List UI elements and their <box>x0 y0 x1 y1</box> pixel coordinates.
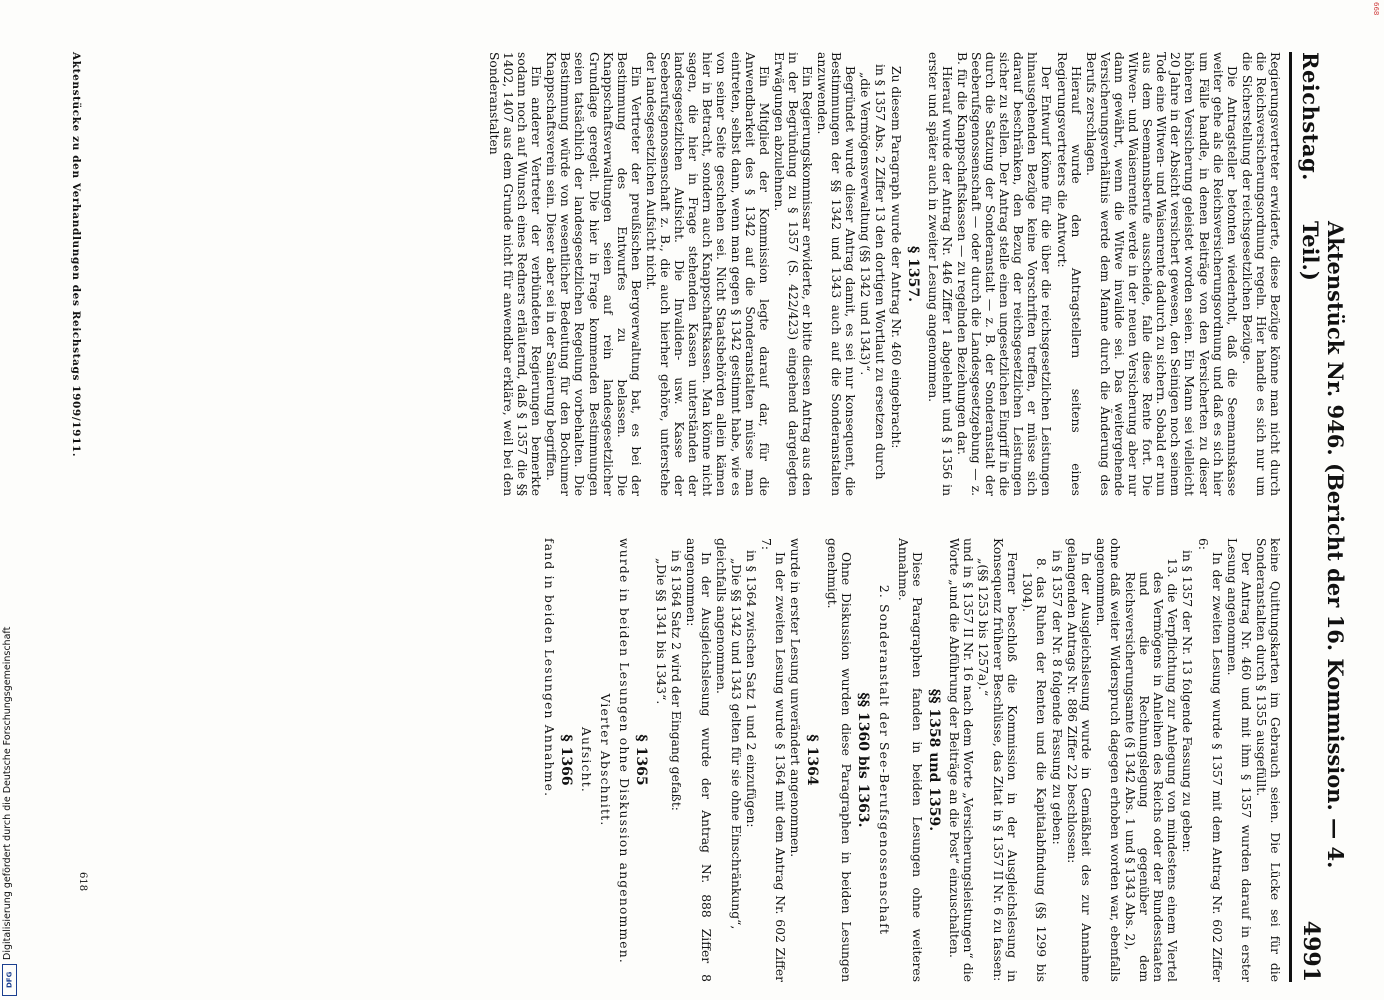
paragraph: wurde in erster Lesung unverändert angenommen. <box>788 538 803 858</box>
paragraph: In der Ausgleichslesung wurde der Antrag Nr. 888 Ziffer 8 angenommen: <box>684 538 713 982</box>
list-item: in § 1357 Abs. 2 Ziffer 13 den dortigen Wortlaut zu ersetzen durch <box>873 64 888 480</box>
signature-number: 618 <box>77 872 88 892</box>
header-rule <box>1289 52 1292 982</box>
quote: „die Vermögensverwaltung (§§ 1342 und 1343)“. <box>858 72 873 376</box>
paragraph: Der Antrag Nr. 460 und mit ihm § 1357 wurden darauf in erster Lesung angenommen. <box>1224 538 1253 982</box>
paragraph: In der zweiten Lesung wurde § 1357 mit dem Antrag Nr. 602 Ziffer 6: <box>1195 538 1224 982</box>
paragraph: Hierauf wurde der Antrag Nr. 446 Ziffer 1 abgelehnt und § 1356 in erster und später auch in zweiter Lesung angenommen. <box>925 52 954 496</box>
sub-item: 8. das Ruhen der Renten und die Kapitalabfindung (§§ 1299 bis 1304). <box>1020 558 1049 982</box>
corner-mark: 668 <box>1372 2 1380 16</box>
quote: „Die §§ 1342 und 1343 gelten für sie ohne Einschränkung“, <box>728 558 743 930</box>
page-footer: Aktenstücke zu den Verhandlungen des Reichstags 1909/1911. <box>70 52 82 458</box>
quote: „(§§ 1253 bis 1257a).“ <box>976 558 991 697</box>
list-item: in § 1364 zwischen Satz 1 und 2 einzufügen: <box>743 550 758 828</box>
header-title: Aktenstück Nr. 946. (Bericht der 16. Kommission. — 4. Teil.) <box>1298 220 1348 869</box>
paragraph: Ein anderer Vertreter der verbündeten Regierungen bemerkte sodann noch auf Wunsch eines Redners erläuternd, daß § 1357 die §§ 1402, 1407 aus dem Grunde nicht für anwendbar erkläre, weil bei den Sonderanstalten <box>486 52 544 496</box>
dfg-logo-icon: DFG <box>2 964 17 996</box>
paragraph: Ferner beschloß die Kommission in der Ausgleichslesung in Konsequenz früherer Beschlüsse, das Zitat in § 1357 II Nr. 6 zu fassen: <box>991 538 1020 982</box>
paragraph: wurde in beiden Lesungen ohne Diskussion angenommen. <box>617 538 632 965</box>
left-column <box>62 52 1282 496</box>
digitization-credit: Digitalisierung gefördert durch die Deutsche Forschungsgemeinschaft <box>2 626 13 960</box>
section-heading-1365: § 1365 <box>633 734 650 786</box>
page-number: 4991 <box>1298 920 1324 982</box>
section-heading-1360: §§ 1360 bis 1363. <box>855 692 872 828</box>
paragraph: Ein Mitglied der Kommission legte darauf dar, für die Anwendbarkeit des § 1342 auf die Sonderanstalten müsse man eintreten, selbst dann, wenn man gegen § 1342 gestimmt habe, wie es von seiner Seite geschehen sei. Nicht Staatsbehörden allein kämen hier in Betracht, sondern auch Knappschaftskassen. Man könne nicht sagen, die hier in Frage stehenden Kassen unterständen der landesgesetzlichen Aufsicht. Die Invaliden- usw. Kasse der Seeberufsgenossenschaft z. B., die auch hierher gehöre, unterstehe der landesgesetzlichen Aufsicht nicht. <box>643 52 771 496</box>
paragraph: Diese Paragraphen fanden in beiden Lesungen ohne weiteres Annahme. <box>895 538 924 982</box>
list-item: in § 1357 der Nr. 8 folgende Fassung zu geben: <box>1049 550 1064 845</box>
paragraph: Der Entwurf könne für die über die reichsgesetzlichen Leistungen hinausgehenden Bezüge keine Vorschriften treffen, er müsse sich darauf beschränken, den Bezug der reichsgesetzlichen Leistungen sicher zu stellen. Der Antrag stelle einen ungesetzlichen Eingriff in die durch die Satzung der Sonderanstalt — z. B. der Sonderanstalt der Seeberufsgenossenschaft — oder durch die Landesgesetzgebung — z. B. für die Knappschaftskassen — zu regelnden Beziehungen dar. <box>954 52 1054 496</box>
paragraph: Zu diesem Paragraph wurde der Antrag Nr. 460 eingebracht: <box>888 66 903 449</box>
section-heading-1364: § 1364 <box>804 734 821 786</box>
paragraph: keine Quittungskarten im Gebrauch seien. Die Lücke sei für die Sonderanstalten durch § 1355 ausgefüllt. <box>1253 538 1282 982</box>
paragraph: Ein Regierungskommissar erwiderte, er bitte diesen Antrag aus den in der Begründung zu § 1357 (S. 422/423) eingehend dargelegten Erwägungen abzulehnen. <box>771 52 814 496</box>
section-heading-1357: § 1357. <box>904 245 921 303</box>
section-heading-1366: § 1366 <box>557 734 574 786</box>
paragraph: Regierungsvertreter erwiderte, diese Bezüge könne man nicht durch die Reichsversicherungsordnung regeln. Hier handle es sich nur um die Sicherstellung der reichsgesetzlichen Bezüge. <box>1239 52 1282 496</box>
paragraph: Ein Vertreter der preußischen Bergverwaltung bat, es bei der Bestimmung des Entwurfes zu belassen. Die Knappschaftsverwaltungen seien auf rein landesgesetzlicher Grundlage geregelt. Die hier in Frage kommenden Bestimmungen seien tatsächlich der landesgesetzlichen Regelung vorbehalten. Die Bestimmung würde von wesentlicher Bedeutung für den Bochumer Knappschaftsverein sein. Dieser aber sei in der Sanierung begriffen. <box>544 52 643 496</box>
section-heading-1358: §§ 1358 und 1359. <box>925 688 942 832</box>
heading-vierter-abschnitt: Vierter Abschnitt. <box>597 693 612 827</box>
paragraph: In der zweiten Lesung wurde § 1364 mit dem Antrag Nr. 602 Ziffer 7: <box>758 538 787 982</box>
page-header <box>1298 52 1348 982</box>
paragraph: Die Antragsteller betonten wiederholt, daß die Seemannskasse weiter gehe als die Reichsversicherungsordnung und daß es sich hier um Fälle handle, in denen Beiträge von den Versicherten zu dieser höheren Versicherung geleistet worden seien. Ein Mann sei vielleicht 20 Jahre in der Absicht versichert gewesen, den Seinigen noch seinem Tode eine Witwen- und Waisenrente dadurch zu sichern. Sobald er nun aus dem Seemannsberufe ausscheide, falle diese Rente fort. Die Witwen- und Waisenrente werde in der neuen Versicherung aber nur dann gewährt, wenn die Witwe invalide sei. Das weitergehende Versicherungsverhältnis werde dem Manne durch die Änderung des Berufs zerschlagen. <box>1083 52 1239 496</box>
quote: „Die §§ 1341 bis 1343“. <box>654 558 669 705</box>
subheading-sonderanstalt: 2. Sonderanstalt der See-Berufsgenossenschaft <box>876 584 891 936</box>
paragraph: In der Ausgleichslesung wurde in Gemäßheit des zur Annahme gelangenden Antrags Nr. 886 Ziffer 22 beschlossen: <box>1064 538 1093 982</box>
paragraph: fand in beiden Lesungen Annahme. <box>541 538 556 798</box>
paragraph: gleichfalls angenommen. <box>713 538 728 694</box>
paragraph: Ohne Diskussion wurden diese Paragraphen in beiden Lesungen genehmigt. <box>825 538 854 982</box>
paragraph: Begründet wurde dieser Antrag damit, es sei nur konsequent, die Bestimmungen der §§ 1342 und 1343 auch auf die Sonderanstalten anzuwenden. <box>815 52 858 496</box>
paragraph: Hierauf wurde den Antragstellern seitens eines Regierungsvertreters die Antwort: <box>1054 52 1083 496</box>
header-reichstag: Reichstag. <box>1298 52 1323 181</box>
right-column <box>62 538 1282 982</box>
list-item: in § 1357 der Nr. 13 folgende Fassung zu geben: <box>1180 550 1195 853</box>
paragraph: und in § 1357 II Nr. 16 nach dem Worte „Versicherungsleistungen“ die Worte „und die Abführung der Beiträge an die Post“ einzuschalten. <box>946 538 976 982</box>
heading-aufsicht: Aufsicht. <box>578 726 593 794</box>
paragraph: ohne daß weiter Widerspruch dagegen erhoben worden war, ebenfalls angenommen. <box>1093 538 1122 982</box>
sub-item: 13. die Verpflichtung zur Anlegung von mindestens einem Viertel des Vermögens in Anleihen des Reichs oder der Bundesstaaten und die Rechnungslegung gegenüber dem Reichsversicherungsamte (§ 1342 Abs. 1 und § 1343 Abs. 2), <box>1123 558 1180 982</box>
rotated-page-frame <box>52 52 1348 982</box>
list-item: in § 1364 Satz 2 wird der Eingang gefaßt: <box>669 550 684 811</box>
